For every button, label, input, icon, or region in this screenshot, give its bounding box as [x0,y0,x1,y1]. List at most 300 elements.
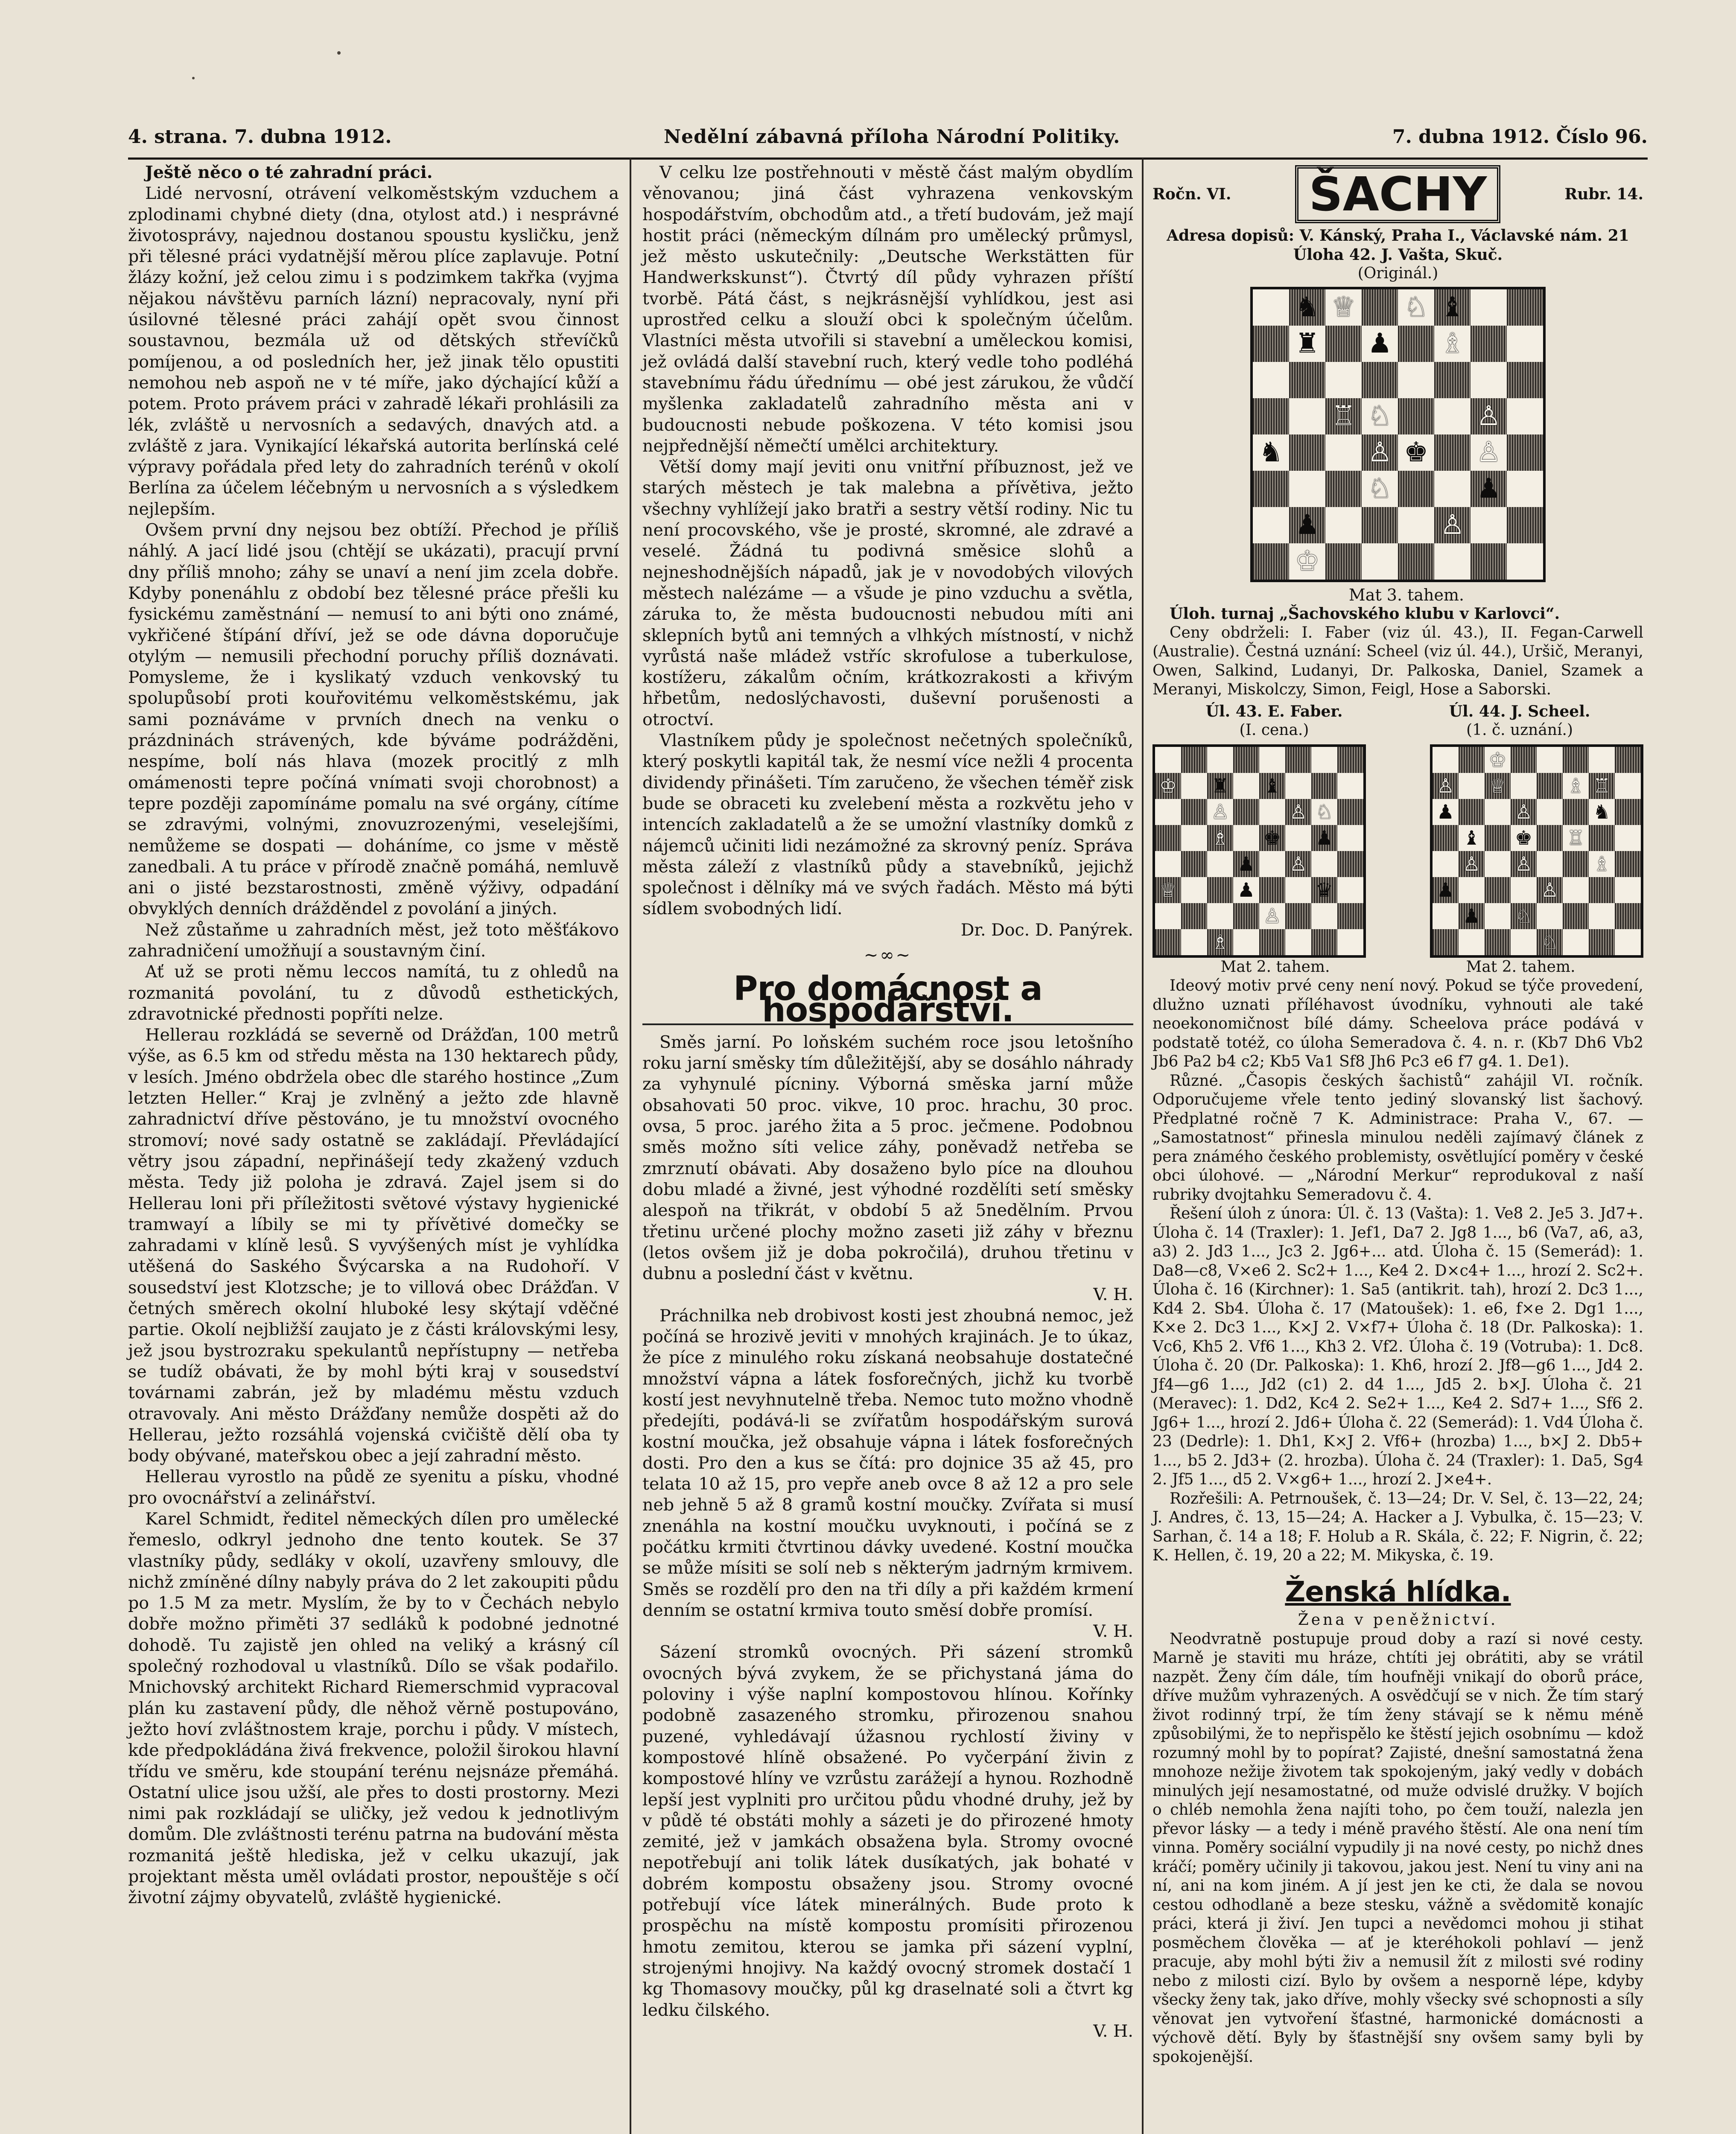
board-square [1362,362,1398,398]
board-square [1589,877,1615,903]
chess-piece-icon: ♚ [1514,826,1533,849]
board-square [1325,543,1362,580]
board-square [1362,326,1398,362]
chess-piece-icon: ♟ [1295,509,1320,541]
board-square [1253,398,1289,434]
board-square [1537,877,1563,903]
paragraph: V celku lze postřehnouti v městě část malým obydlím věnovanou; jiná část vyhrazena venkovským hospodářstvím, obchodům atd., a třetí budovám, jež mají hostit práci (německým dílnám pro umělecký průmysl, jež město uskutečnily: „Deutsche Werkstätten für Handwerkskunst“). Čtvrtý díl půdy vyhrazen příští tvorbě. Pátá část, s nejkrásnější vyhlídkou, jest asi uprostřed celku a slouží obci k společným účelům. Vlastníci města utvořili si stavební a uměleckou komisi, jež ovládá další stavební ruch, který vedle toho podléhá stavebnímu řádu úřednímu — obé jest zárukou, že vůdčí myšlenka zakladatelů zahradního města ani v budoucnosti nebude poškozena. V této komisi jsou nejpřednější němečtí umělci architektury. [642,163,1133,456]
board-square [1207,825,1233,851]
board-square [1181,799,1207,825]
tourney-title: Úloh. turnaj „Šachovského klubu v Karlovci“. [1170,605,1560,623]
chess-piece-icon: ♝ [1462,826,1481,849]
board-square [1362,398,1398,434]
board-square [1285,877,1311,903]
chess-piece-icon: ♝ [1440,292,1465,323]
board-square [1362,507,1398,543]
board-square [1434,326,1470,362]
paragraph: Hellerau vyrostlo na půdě ze syenitu a písku, vhodné pro ovocnářství a zelinářství. [128,1467,619,1508]
board-square [1434,543,1470,580]
board-square [1511,799,1537,825]
section-heading: Pro domácnost a hospodářství. [642,979,1133,1025]
left-problem-note: (I. cena.) [1239,721,1309,739]
board-square [1459,825,1485,851]
chess-title: ŠACHY [1295,165,1500,223]
board-square [1155,825,1181,851]
board-caption: Mat 3. tahem. [1348,585,1465,604]
chess-piece-icon: ♟ [1315,826,1333,849]
board-square [1155,851,1181,877]
board-square [1511,903,1537,929]
board-square [1311,877,1337,903]
board-square [1459,929,1485,955]
right-problem-title: Úl. 44. J. Scheel. [1449,702,1590,720]
board-square [1285,851,1311,877]
chess-piece-icon: ♗ [1567,774,1585,797]
board-square [1589,929,1615,955]
women-text: Neodvratně postupuje proud doby a razí si nové cesty. Marně je staviti mu hráze, chtíti jej obrátiti, aby se vrátil nazpět. Ženy čím dále, tím houfněji vnikají do oborů práce, dříve mužům vyhrazených. A osvědčují se v nich. Že tím starý život rodinný trpí, že tím ženy stávají se k němu méně způsobilými, že to nepřispělo ke štěstí jejich osobnímu — kdož rozumný mohl by to popírat? Zajisté, dnešní samostatná žena mnohoze nežije životem tak spokojeným, jaký vedly v dobách minulých její nesamostatné, od muže odvislé družky. V bojích o chléb nemohla žena najíti toho, po čem touží, nalezla jen převor lásky — a tedy i méně pravého štěstí. Ale ona není tím vinna. Poměry sociální vypudily ji na nové cesty, po nichž dnes kráčí; poměry učinily ji takovou, jakou jest. Není tu viny ani na ní, ani na kom jiném. A jí jest jen ke cti, že dala se novou cestou odhodlaně a beze stesku, vážně a svědomitě konajíc práci, která ji živí. Jen tupci a nevědomci mohou ji stihat posměchem člověka — ať je kteréhokoli pohlaví — jenž pracuje, aby mohl býti živ a nemusil žít z milosti své rodiny nebo z milosti cizí. Bylo by ovšem a nesporně lépe, kdyby všecky ženy tak, jako dříve, mohly všecky své schopnosti a síly věnovat jen vytvoření šťastné, harmonické domácnosti a výchově dětí. Byly by šťastnější sny ovšem samy byli by spokojenější. [1152,1630,1643,2066]
board-square [1433,773,1459,799]
paragraph: Ovšem první dny nejsou bez obtíží. Přechod je příliš náhlý. A jací lidé jsou (chtějí se ukázati), pracují první dny příliš mnoho; záhy se unaví a není jim zcela dobře. Kdyby ponenáhlu z období bez tělesné práce přešli ku fysickému zaměstnání — nemusí to ani býti ono známé, vykřičené štípání dříví, jež se ode dávna doporučuje otylým — nemusili přechodní poruchy příliš doznávati. Pomysleme, že i kyslikatý vzduch venkovský tu spolupůsobí proti kouřovitému velkoměstskému, jak sami poznáváme v prvních dnech na venku o prázdninách strávených, kde býváme podrážděni, nespíme, bolí nás hlava (mozek procitlý z mlh omámenosti tepre počíná vnímati svoji chorobnost) a tepre později zapomínáme pomalu na své orgány, cítíme se zdravými, volnými, znovuzrozenými, veselejšími, nemůžeme se dospati — doháníme, co jsme v městě zanedbali. A tu práce v přírodě značně pomáhá, nemluvě ani o jisté bezstarostnosti, změně výživy, odpadání obvyklých denních drážděndel z povolání a jiných. [128,520,619,919]
board-square [1207,747,1233,773]
board-square [1285,747,1311,773]
board-square [1398,289,1434,326]
paper-speck [337,51,341,55]
chess-piece-icon: ♚ [1263,826,1281,849]
board-square [1485,903,1511,929]
board-square [1362,543,1398,580]
chess-piece-icon: ♕ [1331,292,1356,323]
board-square [1470,326,1507,362]
board-square [1459,851,1485,877]
board-square [1537,747,1563,773]
board-square [1398,326,1434,362]
page-header [128,122,1648,160]
board-square [1507,434,1543,471]
board-square [1155,903,1181,929]
chess-piece-icon: ♔ [1295,545,1320,577]
board-square [1155,747,1181,773]
board-square [1337,799,1363,825]
column-3 [1152,162,1643,2067]
chess-piece-icon: ♙ [1440,509,1465,541]
board-square [1511,877,1537,903]
board-square [1485,773,1511,799]
board-square [1233,747,1259,773]
board-square [1537,773,1563,799]
board-square [1470,289,1507,326]
chess-piece-icon: ♘ [1403,292,1429,323]
chess-piece-icon: ♜ [1211,774,1229,797]
paragraph: Než zůstaňme u zahradních měst, jež toto měšťákovo zahradničení umožňují a soustavným činí. [128,920,619,961]
chess-piece-icon: ♙ [1514,800,1533,823]
chess-piece-icon: ♜ [1295,328,1320,359]
board-square [1398,362,1434,398]
board-square [1507,326,1543,362]
board-square [1459,903,1485,929]
chess-piece-icon: ♙ [1541,878,1559,901]
chess-piece-icon: ♟ [1436,878,1455,901]
board-square [1434,362,1470,398]
board-square [1253,543,1289,580]
board-square [1507,289,1543,326]
board-square [1233,929,1259,955]
board-square [1233,773,1259,799]
board-square [1459,773,1485,799]
board-square [1459,877,1485,903]
board-square [1459,799,1485,825]
chess-piece-icon: ♙ [1476,400,1501,432]
board-square [1434,434,1470,471]
problem-note: (Originál.) [1357,265,1438,282]
board-square [1311,773,1337,799]
board-square [1433,851,1459,877]
chess-piece-icon: ♞ [1258,437,1284,468]
board-square [1398,471,1434,507]
board-square [1207,877,1233,903]
board-square [1470,543,1507,580]
board-square [1325,398,1362,434]
board-square [1289,507,1325,543]
board-square [1207,929,1233,955]
board-square [1337,747,1363,773]
board-square [1615,773,1641,799]
board-square [1325,507,1362,543]
chess-address: Adresa dopisů: V. Kánský, Praha I., Václavské nám. 21 [1167,227,1629,245]
chess-piece-icon: ♔ [1159,774,1177,797]
board-square [1311,851,1337,877]
board-square [1511,851,1537,877]
left-problem-title: Úl. 43. E. Faber. [1205,702,1343,720]
header-title: Nedělní zábavná příloha Národní Politiky. [663,125,1120,148]
author-initials: V. H. [1093,2021,1133,2041]
author-signature: Dr. Doc. D. Panýrek. [960,920,1133,940]
board-square [1362,434,1398,471]
chess-piece-icon: ♟ [1367,328,1392,359]
board-square [1433,877,1459,903]
board-square [1434,398,1470,434]
board-square [1289,434,1325,471]
board-square [1337,877,1363,903]
board-square [1537,825,1563,851]
chess-piece-icon: ♘ [1315,800,1333,823]
board-square [1459,747,1485,773]
board-square [1470,507,1507,543]
ornament-divider: ~∞~ [864,945,912,965]
chess-piece-icon: ♙ [1289,852,1307,875]
board-square [1259,851,1285,877]
board-square [1285,929,1311,955]
board-square [1507,362,1543,398]
board-square [1289,326,1325,362]
board-square [1181,825,1207,851]
paragraph: Karel Schmidt, ředitel německých dílen pro umělecké řemeslo, odkryl jednoho dne tento koutek. Se 37 vlastníky půdy, sedláky v okolí, uzavřeny smlouvy, dle nichž zmíněné dílny nabyly práva do 2 let zakoupiti půdu po 1.5 M za metr. Myslím, že by to v Čechách nebylo dobře možno přiměti 37 sedláků k podobné jednotné dohodě. Tu zajistě jen ohled na veliký a krásný cíl společný rozhodoval u vlastníků. Dílo se však podařilo. Mnichovský architekt Richard Riemerschmid vypracoval plán ku zastavení půdy, dle něhož věrně postupováno, ježto hoví zvláštnostem kraje, porchu i půdy. V místech, kde předpokládána živá frekvence, položil širokou hlavní třídu ve směru, kde stoupání terénu nejsnáze přemáhá. Ostatní ulice jsou užší, ale přes to dosti prostorny. Mezi nimi pak rozkládají se uličky, jež vedou k jednotlivým domům. Dle zvláštnosti terénu patrna na budování města rozmanitá ještě hlediska, jež v celku ukazují, jak projektant města uměl ovládati prostor, nepouštěje s očí životní zájmy obyvatelů, zvláště hygienické. [128,1509,619,1908]
board-square [1155,773,1181,799]
board-square [1181,747,1207,773]
board-square [1485,747,1511,773]
board-square [1337,825,1363,851]
chess-board-main [1250,287,1546,582]
board-square [1589,825,1615,851]
chess-piece-icon: ♙ [1367,437,1392,468]
tourney-prizes: Ceny obdrželi: I. Faber (viz úl. 43.), II. Fegan-Carwell (Australie). Čestná uznání: Scheel (viz úl. 44.), Uršič, Meranyi, Owen, Salkind, Ludanyi, Dr. Palkoska, Daniel, Szamek a Meranyi, Miskolczy, Simon, Feigl, Hose a Saborski. [1152,624,1643,698]
chess-piece-icon: ♟ [1237,878,1255,901]
board-square [1615,747,1641,773]
women-subheading: Žena v peněžnictví. [1298,1611,1498,1629]
header-left: 4. strana. 7. dubna 1912. [128,125,392,148]
chess-piece-icon: ♙ [1436,774,1455,797]
left-board-caption: Mat 2. tahem. [1220,958,1330,976]
paragraph: Větší domy mají jeviti onu vnitřní příbuznost, jež ve starých městech je tak malebna a přívětiva, ježto všechny vyhlížejí jako bratři a sestry větší rodiny. Nic tu není procovského, vše je prosté, skromné, ale zdravé a veselé. Žádná tu podivná směsice slohů a nejneshodnějších nápadů, jak je v novodobých vilových městech nalézáme — a všude je pino vzduchu a světla, záruka to, že města budoucnosti nebudou míti ani sklepních bytů ani temných a vlhkých místností, v nichž vyrůstá naše mládež vstříc skrofulose a tuberkulose, kostížeru, zákalům očním, krátkozrakosti a křivým hřbetům, nedoslýchavosti, duševní porušenosti a otroctví. [642,457,1133,729]
board-square [1337,929,1363,955]
chess-piece-icon: ♙ [1263,904,1281,927]
chess-piece-icon: ♙ [1462,852,1481,875]
chess-news: Různé. „Časopis českých šachistů“ zahájil VI. ročník. Odporučujeme vřele tento jediný slovanský list šachový. Předplatné ročně 7 K. Administrace: Praha V., 67. — „Samostatnost“ přinesla minulou neděli zajímavý článek z pera známého českého problemisty, osvětlující poměry v české obci úlohové. — „Národní Merkur“ reprodukoval z naší rubriky dvojtahku Semeradovu č. 4. [1152,1072,1643,1204]
chess-piece-icon: ♞ [1593,800,1611,823]
board-square [1289,398,1325,434]
board-square [1325,434,1362,471]
board-square [1485,877,1511,903]
board-square [1337,773,1363,799]
chess-piece-icon: ♘ [1541,930,1559,953]
board-square [1289,362,1325,398]
board-square [1311,747,1337,773]
women-heading: Ženská hlídka. [1285,1575,1511,1608]
board-square [1511,825,1537,851]
board-square [1311,929,1337,955]
chess-piece-icon: ♙ [1476,437,1501,468]
board-square [1615,851,1641,877]
chess-piece-icon: ♟ [1476,473,1501,504]
board-square [1615,903,1641,929]
chess-solvers: Rozřešili: A. Petrnoušek, č. 13—24; Dr. V. Sel, č. 13—22, 24; J. Andres, č. 13, 15—24; A. Hacker a J. Vybulka, č. 15—23; V. Sarhan, č. 14 a 18; F. Holub a R. Skála, č. 22; F. Nigrin, č. 22; K. Hellen, č. 19, 20 a 22; M. Mikyska, č. 19. [1152,1490,1643,1564]
board-square [1507,398,1543,434]
board-square [1507,543,1543,580]
chess-piece-icon: ♘ [1514,904,1533,927]
column-1 [128,162,619,1909]
board-square [1253,326,1289,362]
board-square [1563,929,1589,955]
board-square [1470,362,1507,398]
board-square [1563,851,1589,877]
right-board-caption: Mat 2. tahem. [1466,958,1576,976]
board-square [1311,903,1337,929]
chess-board-left [1152,744,1366,958]
board-square [1155,877,1181,903]
author-initials: V. H. [1093,1285,1133,1305]
board-square [1537,929,1563,955]
paragraph: Sázení stromků ovocných. Při sázení stromků ovocných bývá zvykem, že se přichystaná jáma do poloviny i výše naplní kompostovou hlínou. Kořínky podobně zasazeného stromku, přirozenou snahou puzené, vyhledávají úžasnou rychlostí živiny v kompostové hlíně obsažené. Po vyčerpání živin z kompostové hlíny ve vzrůstu zarážejí a hynou. Rozhodně lepší jest vyplniti pro určitou půdu vhodné druhy, jež by v půdě té obstáti mohly a sázeti je do přirozené hmoty zemité, jež v jamkách obsažena byla. Stromy ovocné nepotřebují ani tolik látek dusíkatých, jak bohaté v dobrém kompostu obsaženy jsou. Stromy ovocné potřebují více látek minerálných. Bude proto k prospěchu na místě kompostu promísiti přirozenou hmotu zemitou, kterou se jamka při sázení vyplní, strojenými hnojivy. Na každý ovocný stromek dostačí 1 kg Thomasovy moučky, půl kg draselnaté soli a čtvrt kg ledku čilského. [642,1642,1133,2020]
chess-commentary: Ideový motiv prvé ceny není nový. Pokud se týče provedení, dlužno uznati příléhavost úvodníku, vyhnouti ale také neoekonomičnost bílé dámy. Scheelova práce podává v podstatě totéž, co úloha Semeradova č. 4. n. r. (Kb7 Dh6 Vb2 Jb6 Pa2 b4 c2; Kb5 Va1 Sf8 Jh6 Pc3 e6 f7 g4. 1. De1). [1152,977,1643,1070]
board-square [1511,747,1537,773]
board-square [1233,903,1259,929]
board-square [1485,929,1511,955]
board-square [1259,903,1285,929]
board-square [1311,825,1337,851]
chess-piece-icon: ♘ [1367,400,1392,432]
board-square [1433,929,1459,955]
board-square [1285,799,1311,825]
chess-piece-icon: ♝ [1263,774,1281,797]
board-square [1589,773,1615,799]
board-square [1207,851,1233,877]
board-square [1285,825,1311,851]
chess-piece-icon: ♟ [1436,800,1455,823]
board-square [1563,747,1589,773]
chess-piece-icon: ♗ [1211,930,1229,953]
board-square [1511,773,1537,799]
board-square [1470,398,1507,434]
board-square [1325,289,1362,326]
board-square [1289,289,1325,326]
board-square [1563,903,1589,929]
board-square [1563,773,1589,799]
chess-piece-icon: ♚ [1403,437,1429,468]
board-square [1470,434,1507,471]
board-square [1285,903,1311,929]
chess-piece-icon: ♕ [1159,878,1177,901]
board-square [1325,471,1362,507]
chess-rubric: Rubr. 14. [1564,185,1643,203]
board-square [1507,471,1543,507]
author-initials: V. H. [1093,1621,1133,1641]
chess-piece-icon: ♖ [1593,774,1611,797]
board-square [1507,507,1543,543]
article-title: Ještě něco o té zahradní práci. [145,163,433,182]
board-square [1259,747,1285,773]
board-square [1485,825,1511,851]
column-divider [1142,158,1144,2134]
board-square [1289,471,1325,507]
board-square [1470,471,1507,507]
board-square [1615,799,1641,825]
chess-piece-icon: ♔ [1488,748,1507,771]
chess-piece-icon: ♟ [1237,852,1255,875]
chess-piece-icon: ♖ [1331,400,1356,432]
chess-piece-icon: ♕ [1488,774,1507,797]
board-square [1233,825,1259,851]
board-square [1155,929,1181,955]
board-square [1433,903,1459,929]
board-square [1337,903,1363,929]
board-square [1325,326,1362,362]
board-square [1563,825,1589,851]
chess-piece-icon: ♗ [1211,826,1229,849]
board-square [1398,507,1434,543]
board-square [1589,799,1615,825]
board-square [1433,825,1459,851]
paragraph: Hellerau rozkládá se severně od Drážďan, 100 metrů výše, as 6.5 km od středu města na 130 hektarech půdy, v lesích. Jméno obdržela obec dle starého hostince „Zum letzten Heller.“ Kraj je zvlněný a ježto zde hlavně zahradnictví dříve pěstováno, je tu množství ovocného stromoví; nové sady ostatně se zakládají. Převládající větry jsou západní, nepřinášejí tedy zkažený vzduch města. Tedy již poloha je zdravá. Zajel jsem si do Hellerau loni při příležitosti světové výstavy hygienické tramwayí a líbily se mi ty přívětivé domečky se zahradami v klíně lesů. S vyvýšených míst je vyhlídka utěšená do Saského Švýcarska a na Rudohoří. V sousedství jest Klotzsche; je to villová obec Drážďan. V četných směrech okolní hluboké lesy skýtají vděčné partie. Okolí nejbližší zaujato je z části královskými lesy, jež jsou bystrozraku spekulantů nepřístupny — netřeba se tudíž obávati, že by mohl býti kraj v sousedství továrnami zabrán, jež by mladému městu vzduch otravovaly. Ani město Drážďany nemůže dospěti až do Hellerau, ježto rozsáhlá vojenská cvičiště dělí oba ty body obývané, mateřskou obec a její zahradní město. [128,1025,619,1466]
chess-piece-icon: ♙ [1211,800,1229,823]
board-square [1259,773,1285,799]
paragraph: Ať už se proti němu leccos namítá, tu z ohledů na rozmanitá povolání, tu z důvodů esthetických, zdravotnické přednosti popříti nelze. [128,962,619,1024]
chess-piece-icon: ♗ [1440,328,1465,359]
board-square [1398,543,1434,580]
board-square [1485,799,1511,825]
board-square [1589,747,1615,773]
board-square [1433,747,1459,773]
board-square [1253,289,1289,326]
column-divider [630,158,631,2134]
right-problem-note: (1. č. uznání.) [1466,721,1573,739]
board-square [1311,799,1337,825]
board-square [1233,851,1259,877]
board-square [1362,471,1398,507]
board-square [1285,773,1311,799]
board-square [1433,799,1459,825]
board-square [1259,825,1285,851]
chess-solutions: Řešení úloh z února: Úl. č. 13 (Vašta): 1. Ve8 2. Je5 3. Jd7+. Úloha č. 14 (Traxler): 1. Jef1, Da7 2. Jg8 1..., b6 (Va7, a6, a3, a3) 2. Jd3 1..., Jc3 2. Jg6+... atd. Úloha č. 15 (Semerád): 1. Da8—c8, V×e6 2. Sc2+ 1..., Ke4 2. D×c4+ 1..., hrozí 2. Sc2+. Úloha č. 16 (Kirchner): 1. Sa5 (antikrit. tah), hrozí 2. Dc3 1..., Kd4 2. Sb4. Úloha č. 17 (Matoušek): 1. e6, f×e 2. Dg1 1..., K×e 2. Dc3 1..., K×J 2. V×f7+ Úloha č. 18 (Dr. Palkoska): 1. Vc6, Kh5 2. Vf6 1..., Kh3 2. Vf2. Úloha č. 19 (Votruba): 1. Dc8. Úloha č. 20 (Dr. Palkoska): 1. Kh6, hrozí 2. Jf8—g6 1..., Jd4 2. Jf4—g6 1..., Jd2 (c1) 2. d4 1..., Jd5 2. b×J. Úloha č. 21 (Meravec): 1. Dd2, Kc4 2. Se2+ 1..., Ke4 2. Sd7+ 1..., Sf6 2. Jg6+ 1..., hrozí 2. Jd6+ Úloha č. 22 (Semerád): 1. Vd4 Úloha č. 23 (Dedrle): 1. Dh1, K×J 2. Vf6+ (hrozba) 1..., b×J 2. Db5+ 1..., b5 2. Jd3+ (2. hrozba). Úloha č. 24 (Traxler): 1. Da5, Sg4 2. Jf5 1..., d5 2. V×g6+ 1..., hrozí 2. J×e4+. [1152,1205,1643,1488]
board-square [1253,471,1289,507]
board-square [1325,362,1362,398]
chess-piece-icon: ♙ [1289,800,1307,823]
board-square [1337,851,1363,877]
board-square [1589,851,1615,877]
board-square [1537,851,1563,877]
board-square [1207,799,1233,825]
board-square [1181,851,1207,877]
board-square [1207,903,1233,929]
paper-speck [192,77,195,79]
board-square [1434,507,1470,543]
board-square [1615,825,1641,851]
chess-piece-icon: ♙ [1514,852,1533,875]
chess-piece-icon: ♞ [1295,292,1320,323]
paragraph: Směs jarní. Po loňském suchém roce jsou letošního roku jarní směsky tím důležitější, aby se dosáhlo náhrady za vyhynulé pícniny. Výborná směska jarní může obsahovati 50 proc. vikve, 10 proc. hrachu, 30 proc. ovsa, 5 proc. jarého žita a 5 proc. ječmene. Podobnou směs možno síti velice záhy, poněvadž netřeba se zmrznutí obávati. Aby dosaženo bylo píce na dlouhou dobu mladé a živné, jest výhodné rozdělíti setí směsky alespoň na třikrát, v období 5 až 5nedělním. Prvou třetinu určené plochy možno zaseti již záhy v březnu (letos ovšem již je doba pokročilá), druhou třetinu v dubnu a poslední část v květnu. [642,1032,1133,1284]
board-square [1615,877,1641,903]
board-square [1563,799,1589,825]
board-square [1259,929,1285,955]
board-square [1289,543,1325,580]
chess-piece-icon: ♛ [1315,878,1333,901]
board-square [1181,929,1207,955]
paragraph: Lidé nervosní, otrávení velkoměstským vzduchem a zplodinami chybné diety (dna, otylost atd.) i nesprávné životosprávy, najednou dostanou spoustu kysličku, jenž při tělesné práci vydatnější měrou plíce zaplavuje. Potní žlázy kožní, jež celou zimu i s podzimkem takřka (vyjma nějakou návštěvu parních lázní) nepracovaly, nyní při úsilovné tělesné práci zahájí opět svou činnost soustavnou, bezmála už od dětských střevíčků pomíjenou, a od posledních her, jež jinak tělo opustiti nemohou neb aspoň ne v té míře, jako dýchající kůží a potem. Proto právem práci v zahradě lékaři prohlásili za lék, zvláště u nervosních a sedavých, dnavých atd. a zvláště z jara. Vynikající lékařská autorita berlínská celé výpravy pořádala před lety do zahradních terénů v okolí Berlína za účelem léčebným u nervosních a s výsledkem nejlepším. [128,184,619,519]
board-square [1253,434,1289,471]
board-square [1537,799,1563,825]
chess-piece-icon: ♟ [1462,904,1481,927]
board-square [1434,289,1470,326]
board-square [1259,799,1285,825]
board-square [1233,877,1259,903]
board-square [1207,773,1233,799]
column-2 [642,162,1133,2042]
board-square [1181,903,1207,929]
problem-title: Úloha 42. J. Vašta, Skuč. [1293,245,1503,264]
board-square [1537,903,1563,929]
chess-year: Ročn. VI. [1152,185,1231,203]
board-square [1181,773,1207,799]
board-square [1434,471,1470,507]
chess-board-right [1430,744,1643,958]
board-square [1398,398,1434,434]
board-square [1259,877,1285,903]
board-square [1563,877,1589,903]
board-square [1253,507,1289,543]
board-square [1362,289,1398,326]
board-square [1253,362,1289,398]
board-square [1511,929,1537,955]
board-square [1181,877,1207,903]
board-square [1485,851,1511,877]
board-square [1155,799,1181,825]
chess-piece-icon: ♗ [1593,852,1611,875]
paragraph: Práchnilka neb drobivost kosti jest zhoubná nemoc, jež počíná se hrozivě jeviti v mnohých krajinách. Je to úkaz, že píce z minulého roku získaná neobsahuje dostatečné množství vápna a látek fosforečných, jichž ku tvorbě kostí jest nevyhnutelně třeba. Nemoc tuto možno vhodně předejíti, podává-li se zvířatům hospodářským surová kostní moučka, jež obsahuje vápna i látek fosforečných dosti. Pro den a kus se čítá: pro dojnice 35 až 45, pro telata 10 až 15, pro vepře aneb ovce 8 až 12 a pro sele neb jehně 5 až 8 gramů kostní moučky. Zvířata si musí znenáhla na kostní moučku uvyknouti, i počíná se z počátku krmiti čtvrtinou dávky uvedené. Kostní moučka se může mísiti se solí neb s některým jadrným krmivem. Směs se rozdělí pro den na tři díly a při každém krmení denním se ostatní krmiva touto směsí dobře promísí. [642,1306,1133,1620]
board-square [1398,434,1434,471]
paragraph: Vlastníkem půdy je společnost nečetných společníků, který poskytli kapitál tak, že nesmí více nežli 4 procenta dividendy přinášeti. Tím zaručeno, že všechen téměř zisk bude se obraceti ku zvelebení města a rozkvětu jeho v intencích zakladatelů a že se umožní vlastníky domků z nájemců učiniti lidi nezámožné za skrovný peníz. Správa města záleží z vlastníků půdy a stavebníků, jejichž společnost i dělníky má ve svých řadách. Město má býti sídlem svobodných lidí. [642,731,1133,919]
chess-masthead [1152,162,1643,226]
chess-piece-icon: ♖ [1567,826,1585,849]
board-square [1589,903,1615,929]
board-square [1615,929,1641,955]
